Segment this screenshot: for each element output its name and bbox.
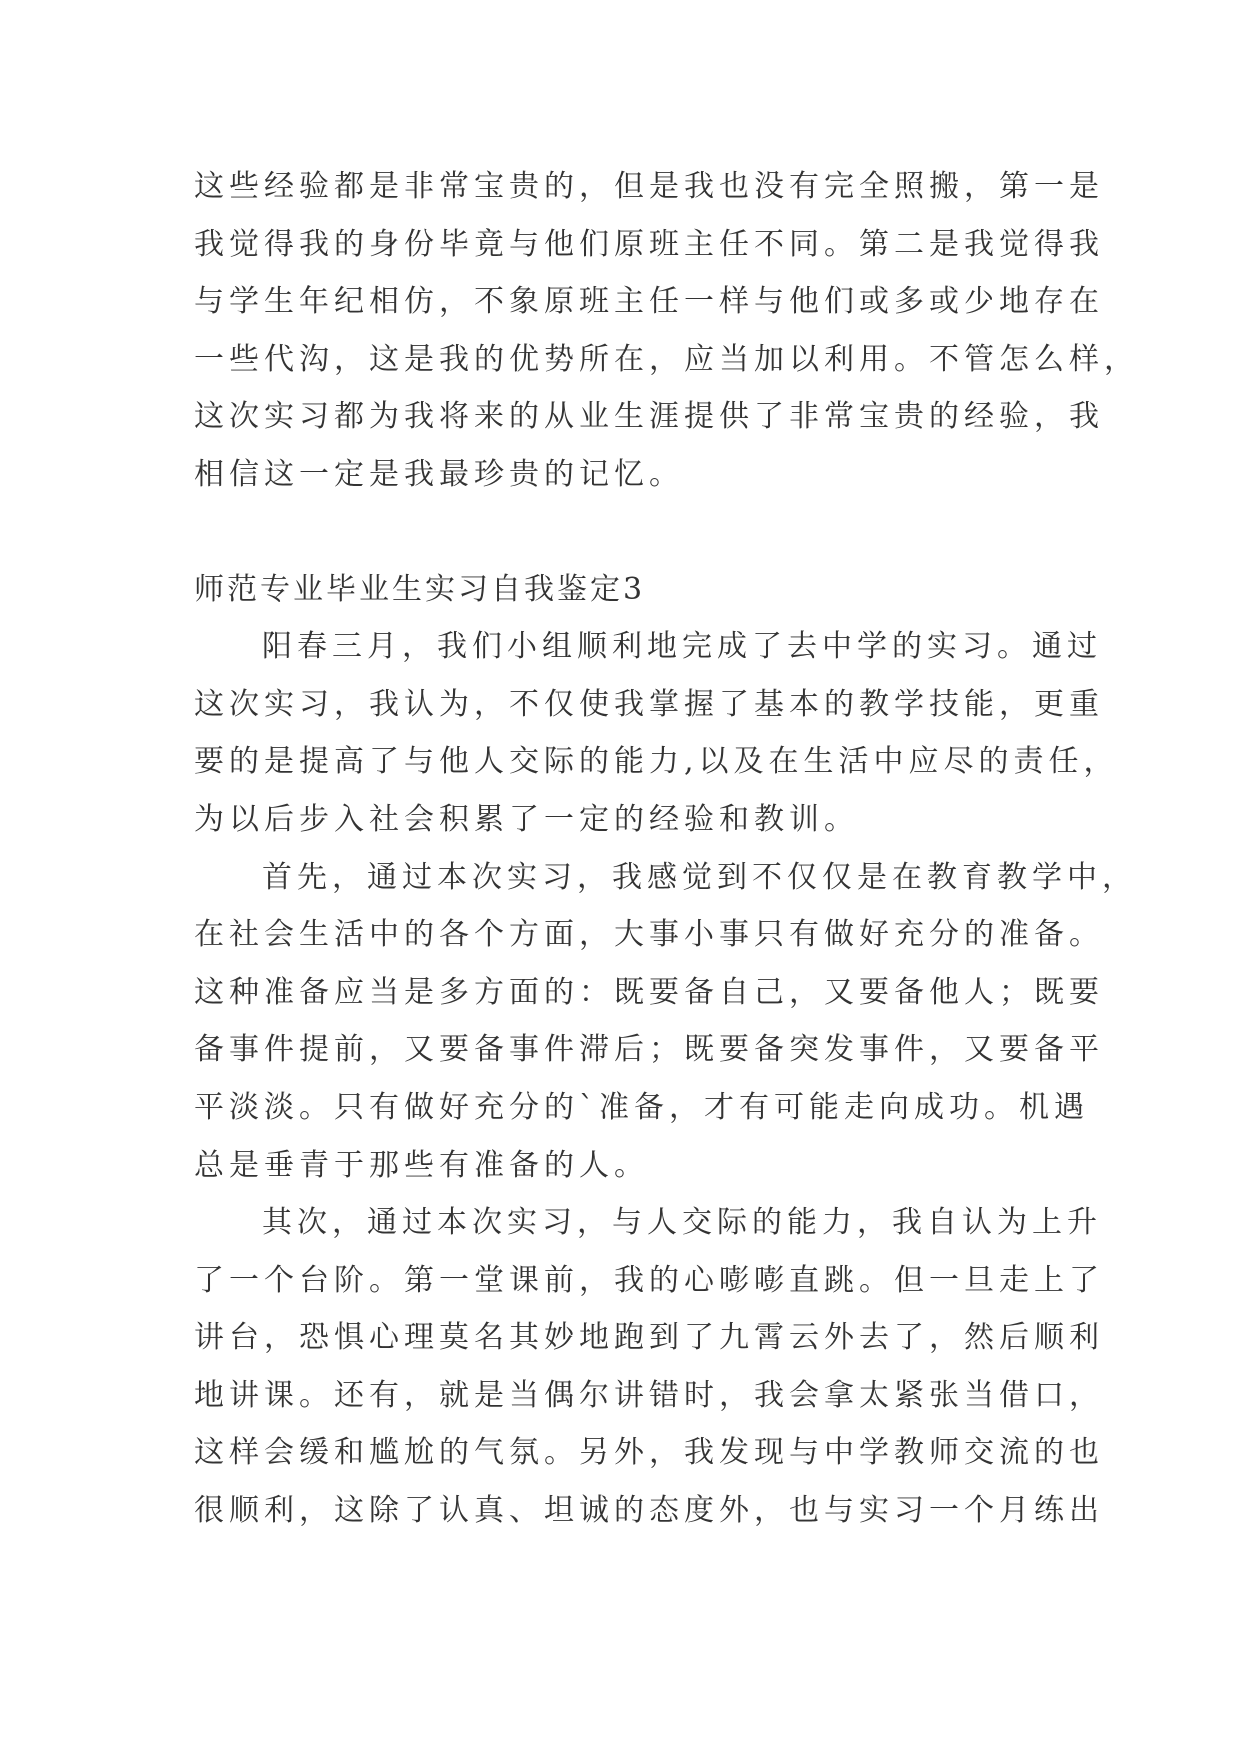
text-line: 我觉得我的身份毕竟与他们原班主任不同。第二是我觉得我 [194,226,1104,262]
paragraph-2 [194,849,1137,1195]
text-line: 平淡淡。只有做好充分的`准备，才有可能走向成功。机遇 [194,1089,1089,1125]
blank-line [194,504,1068,561]
text-line: 与学生年纪相仿，不象原班主任一样与他们或多或少地存在 [194,284,1104,320]
text-line: 很顺利，这除了认真、坦诚的态度外，也与实习一个月练出 [194,1493,1104,1529]
text-line: 地讲课。还有，就是当偶尔讲错时，我会拿太紧张当借口， [194,1377,1104,1413]
text-line: 总是垂青于那些有准备的人。 [194,1147,649,1183]
text-line: 这样会缓和尴尬的气氛。另外，我发现与中学教师交流的也 [194,1435,1104,1471]
paragraph-1 [194,618,1119,848]
text-line: 一些代沟，这是我的优势所在，应当加以利用。不管怎么样， [194,341,1139,377]
text-line: 这种准备应当是多方面的：既要备自己，又要备他人；既要 [194,974,1104,1010]
text-line: 了一个台阶。第一堂课前，我的心嘭嘭直跳。但一旦走上了 [194,1262,1104,1298]
text-line: 相信这一定是我最珍贵的记忆。 [194,456,684,492]
text-line: 讲台，恐惧心理莫名其妙地跑到了九霄云外去了，然后顺利 [194,1320,1104,1356]
document-body [194,158,1139,1540]
text-line: 为以后步入社会积累了一定的经验和教训。 [194,801,859,837]
text-line: 阳春三月，我们小组顺利地完成了去中学的实习。通过 [262,629,1102,665]
text-line: 这次实习，我认为，不仅使我掌握了基本的教学技能，更重 [194,686,1104,722]
text-line: 在社会生活中的各个方面，大事小事只有做好充分的准备。 [194,917,1104,953]
text-line: 这次实习都为我将来的从业生涯提供了非常宝贵的经验，我 [194,399,1104,435]
text-line: 要的是提高了与他人交际的能力,以及在生活中应尽的责任， [194,744,1119,780]
text-line: 首先，通过本次实习，我感觉到不仅仅是在教育教学中， [262,859,1137,895]
paragraph-3 [194,1194,1104,1540]
text-line: 这些经验都是非常宝贵的，但是我也没有完全照搬，第一是 [194,169,1104,204]
text-line: 备事件提前，又要备事件滞后；既要备突发事件，又要备平 [194,1032,1104,1068]
section-title: 师范专业毕业生实习自我鉴定3 [194,571,646,607]
paragraph-previous [194,158,1139,504]
text-line: 其次，通过本次实习，与人交际的能力，我自认为上升 [262,1205,1102,1241]
